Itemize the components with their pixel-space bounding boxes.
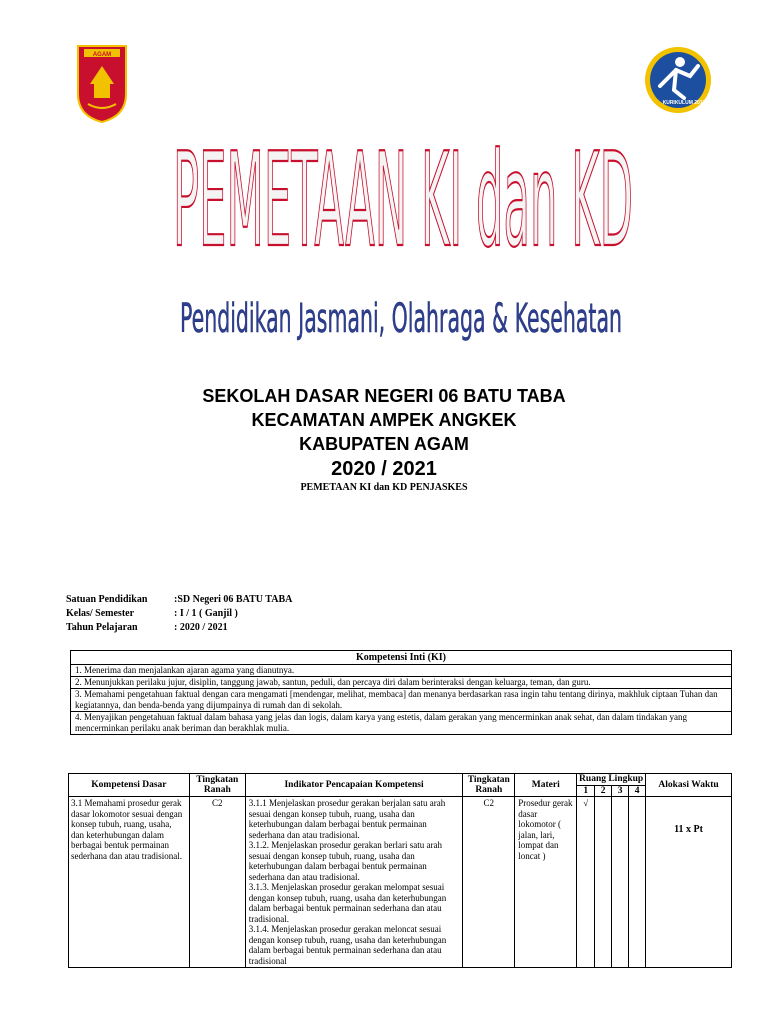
info-value: :SD Negeri 06 BATU TABA bbox=[174, 594, 293, 605]
kd-cell: 3.1 Memahami prosedur gerak dasar lokomotor sesuai dengan konsep tubuh, ruang, usaha, dan keterhubungan dalam berbagai bentuk permainan sederhana dan atau tradisional. bbox=[69, 797, 190, 968]
ipk-item: 3.1.3. Menjelaskan prosedur gerakan melompat sesuai dengan konsep tubuh, ruang, usaha dan keterhubungan dalam berbagai bentuk permainan sederhana dan atau tradisional. bbox=[248, 882, 447, 924]
col-ruang-lingkup: Ruang Lingkup bbox=[577, 774, 646, 786]
ranah-cell: C2 bbox=[189, 797, 245, 968]
alokasi-cell bbox=[646, 797, 732, 968]
ki-item: 2. Menunjukkan perilaku jujur, disiplin, tanggung jawab, santun, peduli, dan percaya diri dalam berinteraksi dengan keluarga, teman, dan guru. bbox=[71, 677, 732, 689]
ipk-cell bbox=[245, 797, 463, 968]
ruang-check-1: √ bbox=[577, 797, 595, 968]
col-ruang-3: 3 bbox=[612, 785, 629, 797]
alokasi-value: 11 x Pt bbox=[674, 824, 703, 835]
col-ruang-1: 1 bbox=[577, 785, 595, 797]
col-ipk: Indikator Pencapaian Kompetensi bbox=[245, 774, 463, 797]
col-materi: Materi bbox=[515, 774, 577, 797]
school-name: SEKOLAH DASAR NEGERI 06 BATU TABA bbox=[202, 386, 566, 406]
col-kd: Kompetensi Dasar bbox=[69, 774, 190, 797]
info-label: Kelas/ Semester bbox=[66, 608, 135, 619]
col-ranah-2: Tingkatan Ranah bbox=[463, 774, 515, 797]
ipk-item: 3.1.1 Menjelaskan prosedur gerakan berjalan satu arah sesuai dengan konsep tubuh, ruang, usaha dan keterhubungan dalam berbagai bentuk permainan sederhana dan atau tradisional. bbox=[248, 798, 446, 840]
info-label: Tahun Pelajaran bbox=[66, 622, 138, 633]
logo-left-label: AGAM bbox=[92, 52, 112, 58]
kurikulum-2013-logo bbox=[640, 44, 716, 116]
kd-table bbox=[68, 773, 732, 968]
ipk-item: 3.1.4. Menjelaskan prosedur gerakan meloncat sesuai dengan konsep tubuh, ruang, usaha dan keterhubungan dalam berbagai bentuk permainan sederhana dan atau tradisional bbox=[248, 924, 447, 966]
ruang-cell-4 bbox=[629, 797, 646, 968]
document-subtitle: PEMETAAN KI dan KD PENJASKES bbox=[300, 482, 468, 493]
col-ranah: Tingkatan Ranah bbox=[189, 774, 245, 797]
ruang-cell-2 bbox=[595, 797, 612, 968]
info-value: : I / 1 ( Ganjil ) bbox=[174, 608, 238, 619]
ruang-cell-3 bbox=[612, 797, 629, 968]
academic-year: 2020 / 2021 bbox=[331, 458, 437, 480]
info-value: : 2020 / 2021 bbox=[174, 622, 228, 633]
col-alokasi: Alokasi Waktu bbox=[646, 774, 732, 797]
col-ruang-4: 4 bbox=[629, 785, 646, 797]
ipk-item: 3.1.2. Menjelaskan prosedur gerakan berlari satu arah sesuai dengan konsep tubuh, ruang, usaha dan keterhubungan dalam berbagai bentuk permainan sederhana dan atau tradisional. bbox=[248, 840, 442, 882]
main-title: PEMETAAN KI dan KD bbox=[173, 124, 633, 270]
regency-name: KABUPATEN AGAM bbox=[299, 434, 469, 454]
ranah-cell-2: C2 bbox=[463, 797, 515, 968]
table-row bbox=[69, 797, 732, 968]
info-row-unit bbox=[66, 594, 293, 605]
ki-item: 1. Menerima dan menjalankan ajaran agama yang dianutnya. bbox=[71, 665, 732, 677]
district-name: KECAMATAN AMPEK ANGKEK bbox=[251, 410, 517, 430]
ki-item: 3. Memahami pengetahuan faktual dengan cara mengamati [mendengar, melihat, membaca] dan menanya berdasarkan rasa ingin tahu tentang dirinya, makhluk ciptaan Tuhan dan kegiatannya, dan benda-benda yang dijumpainya di rumah dan di sekolah. bbox=[71, 689, 732, 712]
materi-cell: Prosedur gerak dasar lokomotor ( jalan, lari, lompat dan loncat ) bbox=[515, 797, 577, 968]
info-row-year bbox=[66, 622, 228, 633]
info-row-class bbox=[66, 608, 238, 619]
ki-header: Kompetensi Inti (KI) bbox=[71, 651, 732, 665]
agam-regency-logo bbox=[76, 44, 128, 124]
logo-right-label: KURIKULUM 2013 bbox=[662, 100, 706, 106]
col-ruang-2: 2 bbox=[595, 785, 612, 797]
subject-title: Pendidikan Jasmani, Olahraga & Kesehatan bbox=[180, 296, 622, 342]
ki-item: 4. Menyajikan pengetahuan faktual dalam bahasa yang jelas dan logis, dalam karya yang estetis, dalam gerakan yang mencerminkan anak sehat, dan dalam tindakan yang mencerminkan perilaku anak beriman dan berakhlak mulia. bbox=[71, 712, 732, 735]
subject-title-wordart bbox=[176, 272, 626, 352]
ki-table bbox=[70, 650, 732, 735]
info-label: Satuan Pendidikan bbox=[66, 594, 148, 605]
main-title-wordart bbox=[168, 40, 638, 270]
